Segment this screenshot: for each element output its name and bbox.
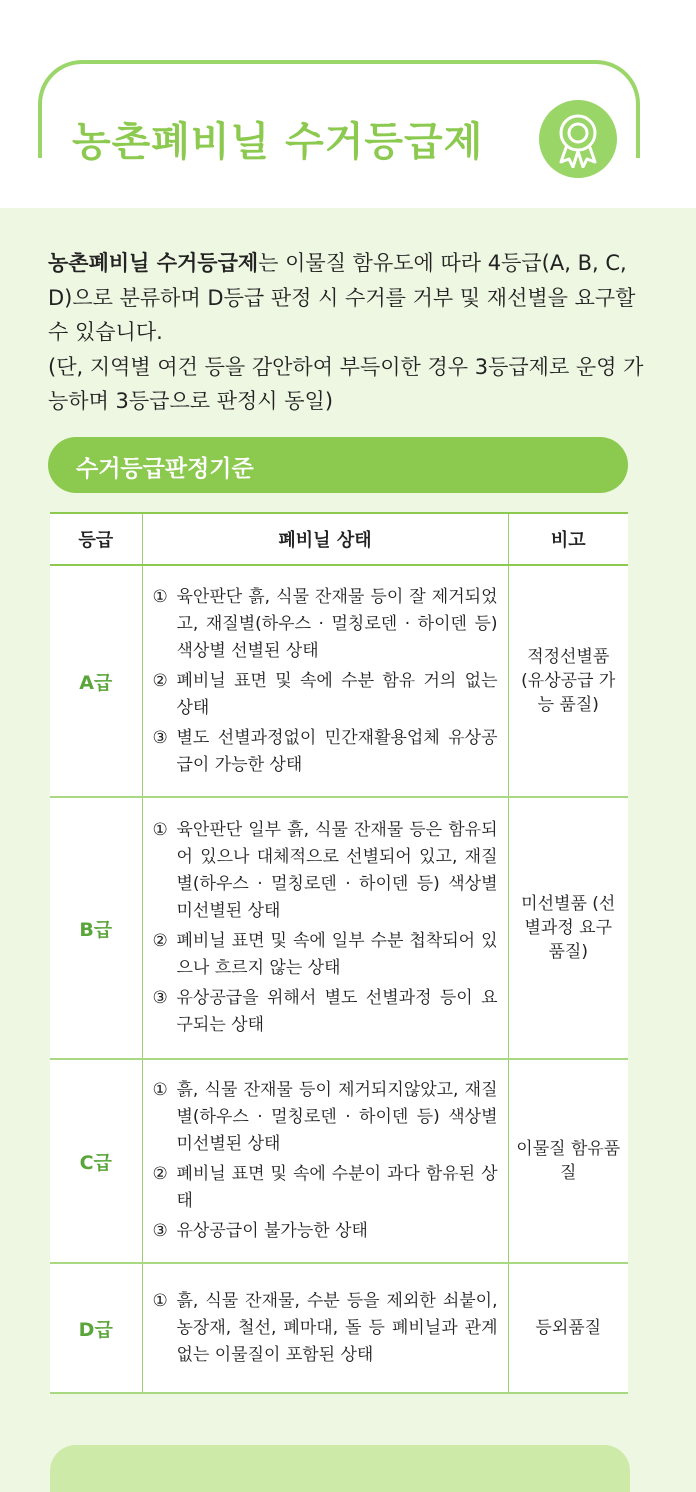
state-item: ② 폐비닐 표면 및 속에 수분이 과다 함유된 상태 xyxy=(152,1164,498,1211)
state-item: ③ 유상공급을 위해서 별도 선별과정 등이 요구되는 상태 xyxy=(152,988,498,1035)
state-item: ② 폐비닐 표면 및 속에 수분 함유 거의 없는 상태 xyxy=(152,670,498,718)
state-item: ① 육안판단 일부 흙, 식물 잔재물 등은 함유되어 있으나 대체적으로 선별되어 있고, 재질별(하우스 · 멀칭로덴 · 하이덴 등) 색상별 미선별된 상태 xyxy=(152,820,498,921)
main-content xyxy=(0,208,696,1492)
grade-b: B급 xyxy=(50,797,142,1059)
state-c xyxy=(142,1059,508,1263)
award-ribbon-icon xyxy=(553,112,603,168)
grade-a: A급 xyxy=(50,565,142,797)
table-row xyxy=(50,797,628,1059)
next-section-box xyxy=(50,1445,630,1492)
header-state: 폐비닐 상태 xyxy=(142,513,508,565)
page-header xyxy=(0,0,696,208)
table-row xyxy=(50,1263,628,1393)
remark-c: 이물질 함유품질 xyxy=(508,1059,628,1263)
state-d xyxy=(142,1263,508,1393)
header-grade: 등급 xyxy=(50,513,142,565)
state-item: ① 흙, 식물 잔재물, 수분 등을 제외한 쇠붙이, 농장재, 철선, 폐마대, 돌 등 폐비닐과 관계없는 이물질이 포함된 상태 xyxy=(152,1290,498,1365)
remark-b: 미선별품 (선별과정 요구 품질) xyxy=(508,797,628,1059)
remark-d: 등외품질 xyxy=(508,1263,628,1393)
table-row xyxy=(50,565,628,797)
state-item: ① 육안판단 흙, 식물 잔재물 등이 잘 제거되었고, 재질별(하우스 · 멀칭로덴 · 하이덴 등) 색상별 선별된 상태 xyxy=(152,586,498,661)
state-item: ② 폐비닐 표면 및 속에 일부 수분 첩착되어 있으나 흐르지 않는 상태 xyxy=(152,931,498,978)
state-item: ③ 유상공급이 불가능한 상태 xyxy=(152,1221,368,1241)
intro-lead-bold: 농촌폐비닐 수거등급제 xyxy=(48,251,259,275)
state-item: ① 흙, 식물 잔재물 등이 제거되지않았고, 재질별(하우스 · 멀칭로덴 · 하이덴 등) 색상별 미선별된 상태 xyxy=(152,1080,498,1154)
grade-c: C급 xyxy=(50,1059,142,1263)
table-row xyxy=(50,1059,628,1263)
header-remark: 비고 xyxy=(508,513,628,565)
intro-lead-rest: 는 이물질 함유도에 따라 4등급(A, B, C, D)으로 분류하며 D등급 판정 시 수거를 거부 및 재선별을 요구할 수 있습니다. xyxy=(48,251,636,344)
table-header-row xyxy=(50,513,628,565)
page-title: 농촌폐비닐 수거등급제 xyxy=(72,119,484,165)
state-item: ③ 별도 선별과정없이 민간재활용업체 유상공급이 가능한 상태 xyxy=(152,727,498,775)
grade-d: D급 xyxy=(50,1263,142,1393)
intro-text xyxy=(48,246,652,419)
intro-note: (단, 지역별 여건 등을 감안하여 부득이한 경우 3등급제로 운영 가능하며 3등급으로 판정시 동일) xyxy=(48,354,644,413)
state-a xyxy=(142,565,508,797)
remark-a: 적정선별품 (유상공급 가능 품질) xyxy=(508,565,628,797)
award-badge xyxy=(539,100,617,178)
state-b xyxy=(142,797,508,1059)
section-title: 수거등급판정기준 xyxy=(76,456,254,482)
section-title-pill xyxy=(48,437,628,493)
grade-criteria-table xyxy=(50,512,628,1394)
